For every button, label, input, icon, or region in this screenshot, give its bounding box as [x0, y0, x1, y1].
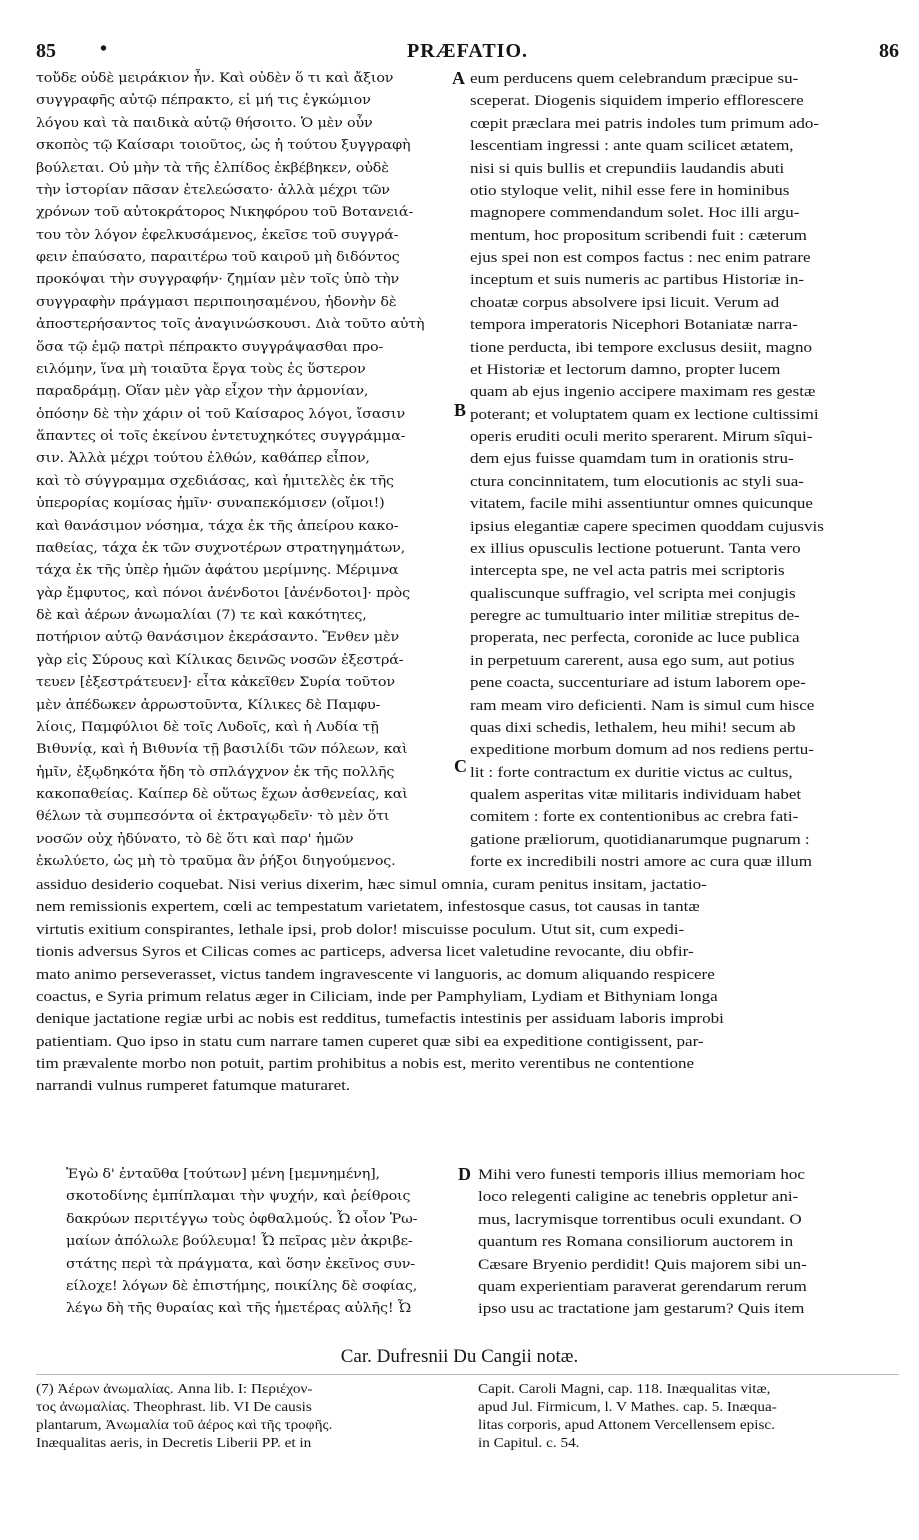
greek-text-line: ειλόμην, ἵνα μὴ τοιαῦτα ἔργα τοὺς ἐς ὕστερον	[36, 361, 366, 377]
greek-text-line: λίοις, Παμφύλιοι δὲ τοῖς Λυδοῖς, καὶ ἡ Λυδία τῇ	[36, 719, 379, 735]
margin-marker-a: A	[452, 68, 465, 88]
latin-text-line: qualem asperitas vitæ militaris individuam habet	[470, 786, 802, 803]
running-header	[36, 40, 899, 66]
footnote-line: τος ἀνωμαλίας. Theophrast. lib. VI De causis	[36, 1399, 312, 1414]
greek-text-line: του τὸν λόγον ἐφελκυσάμενος, ἐκεῖσε τοῦ συγγρά-	[36, 227, 399, 243]
greek-text-line: θέλων τὰ συμπεσόντα οἱ ἐκτραγῳδεῖν· τὸ μὲν ὅτι	[36, 809, 390, 825]
greek-text-line: λέγω δὴ τῆς θυραίας καὶ τῆς ἡμετέρας αὐλῆς! Ὦ	[66, 1301, 412, 1317]
latin-text-line: poterant; et voluptatem quam ex lectione cultissimi	[470, 405, 819, 423]
greek-text-line: είλοχε! λόγων δὲ ἐπιστήμης, ποικίλης δὲ σοφίας,	[66, 1278, 418, 1294]
footnote-line: Capit. Caroli Magni, cap. 118. Inæqualitas vitæ,	[478, 1381, 771, 1396]
latin-fullwidth-text	[36, 874, 900, 1098]
latin-text-line: pene coacta, succenturiare ad istum laborem ope-	[470, 674, 806, 692]
greek-text-line: ἐκωλύετο, ὡς μὴ τὸ τραῦμα ἂν ῥήξοι διηγούμενος.	[36, 854, 396, 870]
greek-text-line: τάχα ἐκ τῆς ὑπὲρ ἡμῶν ἀφάτου μερίμνης. Μέριμνα	[36, 563, 399, 579]
greek-text-line: τευεν [ἐξεστράτευεν]· εἶτα κἀκεῖθεν Συρία τοῦτον	[36, 675, 395, 691]
latin-text-line: quam experientiam paraverat gerendarum rerum	[478, 1277, 807, 1295]
greek-text-line: παραδράμῃ. Οἵαν μὲν γὰρ εἶχον τὴν ἁρμονίαν,	[36, 384, 369, 400]
greek-text-line: παθείας, τάχα ἐκ τῶν συχνοτέρων στρατηγημάτων,	[36, 540, 406, 556]
latin-text-line: mus, lacrymisque torrentibus oculi exundant. O	[478, 1210, 802, 1228]
greek-text-line: ὁπόσην δὲ τὴν χάριν οἱ τοῦ Καίσαρος λόγοι, ἴσασιν	[36, 406, 406, 422]
latin-text-line: otio styloque velit, nihil esse fere in hominibus	[470, 181, 790, 199]
latin-text-line: expeditione morbum domum ad nos rediens pertu-	[470, 741, 814, 759]
footnote-line: Inæqualitas aeris, in Decretis Liberii PP. et in	[36, 1435, 312, 1450]
latin-text-line: lit : forte contractum ex duritie victus ac cultus,	[470, 763, 793, 781]
notes-title: Car. Dufresnii Du Cangii notæ.	[340, 1346, 579, 1367]
latin-text-line: ram meam viro deficienti. Nam is simul cum hisce	[470, 696, 815, 714]
latin-text-line: patientiam. Quo ipso in statu cum narrare tamen cuperet quæ sibi ea expeditione contigissent, par-	[36, 1032, 704, 1050]
latin-text-line: magnopere commendandum solet. Hoc illi argu-	[470, 204, 800, 222]
margin-marker-b: B	[454, 400, 467, 420]
page-number-right: 86	[879, 40, 899, 62]
latin-text-line: et Historiæ et lectorum damno, propter lucem	[470, 360, 781, 378]
latin-text-line: ipsius elegantiæ capere specimen quoddam cujusvis	[470, 517, 824, 535]
greek-column-top	[36, 68, 454, 874]
latin-text-line: ipso usu ac tractatione jam gestarum? Quis item	[478, 1300, 805, 1318]
latin-text-line: quantum res Romana consiliorum auctorem in	[478, 1233, 794, 1251]
latin-text-line: ctura concinnitatem, tum elocutionis ac styli sua-	[470, 472, 804, 490]
latin-text-line: dem ejus fuisse quamdam tum in orationis stru-	[470, 450, 794, 468]
greek-text-line: στάτης περὶ τὰ πράγματα, καὶ ὅσην ἐκεῖνος συν-	[66, 1256, 415, 1272]
latin-text-line: inceptum et suis numeris ac partibus Historiæ in-	[470, 271, 805, 289]
greek-column-bottom	[66, 1164, 454, 1321]
latin-text-line: virtutis exitium conspirantes, lethale ipsi, prob dolor! miscuisse poculum. Utut sit, cum expedi-	[36, 920, 685, 938]
greek-text-line: γὰρ εἰς Σύρους καὶ Κίλικας δεινῶς νοσῶν ἐξεστρά-	[36, 652, 404, 668]
greek-text-line: καὶ θανάσιμον νόσημα, τάχα ἐκ τῆς ἀπείρου κακο-	[36, 518, 399, 534]
running-title: PRÆFATIO.	[406, 40, 529, 62]
margin-marker-c: C	[454, 756, 467, 776]
latin-text-line: cœpit præclara mei patris indoles tum primum ado-	[470, 114, 820, 132]
latin-text-line: coactus, e Syria primum relatus æger in Ciliciam, inde per Pamphyliam, Lydiam et Bithyniam longa	[36, 987, 718, 1005]
latin-column-top	[470, 68, 900, 874]
greek-text-line: κακοπαθείας. Καίπερ δὲ οὕτως ἔχων ἀσθενείας, καὶ	[36, 787, 408, 802]
header-dot: •	[100, 38, 108, 60]
greek-text-line: λόγου καὶ τὰ παιδικὰ αὐτῷ θήσοιτο. Ὁ μὲν οὖν	[36, 115, 373, 131]
latin-text-line: choatæ corpus absolvere ipsi licuit. Verum ad	[470, 293, 780, 311]
latin-text-line: mato animo perseverasset, victus tandem ingravescente vi languoris, ac domum aliquando respicere	[36, 965, 715, 983]
latin-text-line: loco relegenti caligine ac tenebris oppletur ani-	[478, 1188, 799, 1206]
notes-divider	[36, 1374, 899, 1375]
latin-text-line: qualiscunque suffragio, vel scripta mei conjugis	[470, 584, 796, 602]
greek-text-line: προκόψαι τὴν συγγραφήν· ζημίαν μὲν τοῖς ὑπὸ τὴν	[36, 272, 400, 288]
latin-text-line: tim prævalente morbo non potuit, partim prohibitus a nobis est, merito verentibus ne contentione	[36, 1055, 695, 1072]
latin-text-line: operis eruditi oculi merito sperarent. Mirum sîqui-	[470, 428, 813, 445]
latin-text-line: Cæsare Bryenio perdidit! Quis majorem sibi un-	[478, 1255, 807, 1273]
latin-text-line: Mihi vero funesti temporis illius memoriam hoc	[478, 1166, 805, 1183]
latin-text-line: properata, nec perfecta, coronide ac luce publica	[470, 629, 800, 647]
greek-text-line: ὅσα τῷ ἐμῷ πατρὶ πέπρακτο συγγράψασθαι προ-	[36, 339, 384, 355]
greek-text-line: φειν ἐπαύσατο, παραιτέρω τοῦ καιροῦ μὴ διδόντος	[36, 250, 400, 265]
greek-text-line: Βιθυνίᾳ, καὶ ἡ Βιθυνία τῇ βασιλίδι τῶν πόλεων, καὶ	[36, 742, 408, 758]
greek-text-line: συγγραφῆς αὐτῷ πέπρακτο, εἰ μή τις ἐγκώμιον	[36, 93, 371, 109]
greek-text-line: σκοπὸς τῷ Καίσαρι τοιοῦτος, ὡς ἡ τούτου ξυγγραφὴ	[36, 138, 411, 154]
latin-text-line: lescentiam ingressi : ante quam scilicet ætatem,	[470, 137, 794, 155]
page-number-left: 85	[36, 40, 56, 62]
latin-column-bottom	[478, 1164, 900, 1321]
greek-text-line: σιν. Ἀλλὰ μέχρι τούτου ἐλθών, καθάπερ εἶπον,	[36, 451, 370, 467]
greek-text-line: γὰρ ἔμφυτος, καὶ πόνοι ἀνένδοτοι [ἀνένδοτοι]· πρὸς	[36, 585, 410, 601]
latin-text-line: narrandi vulnus rumperet fatumque maturaret.	[36, 1077, 351, 1095]
greek-text-line: ποτήριον αὐτῷ θανάσιμον ἐκεράσαντο. Ἔνθεν μὲν	[36, 630, 400, 646]
greek-text-line: ἅπαντες οἱ τοῖς ἐκείνου ἐντετυχηκότες συγγράμμα-	[36, 429, 406, 444]
latin-text-line: quam ab ejus ingenio accipere maximam res gestæ	[470, 383, 816, 401]
latin-text-line: nisi si quis bullis et crepundiis laudandis abuti	[470, 159, 785, 177]
latin-text-line: tionis adversus Syros et Cilicas comes ac particeps, adversa licet valetudine revocante, diu obfir-	[36, 943, 694, 961]
greek-text-line: ὑπερορίας κομίσας ἡμῖν· συναπεκόμισεν (οἴμοι!)	[36, 496, 385, 512]
latin-text-line: quas dixi schedis, lethalem, heu mihi! secum ab	[470, 718, 796, 736]
latin-text-line: ex illius opusculis lectione potuerunt. Tanta vero	[470, 539, 801, 557]
latin-text-line: ejus spei non est compos factus : nec enim patrare	[470, 249, 811, 266]
latin-text-line: tempora imperatoris Nicephori Botaniatæ narra-	[470, 316, 798, 334]
greek-text-line: βούλεται. Οὐ μὴν τὰ τῆς ἐλπίδος ἐκβέβηκεν, οὐδὲ	[36, 160, 389, 176]
footnote-line: in Capitul. c. 54.	[478, 1435, 580, 1450]
notes-left-column	[36, 1380, 454, 1452]
latin-text-line: in perpetuum carerent, ausa ego sum, aut potius	[470, 651, 795, 669]
latin-text-line: eum perducens quem celebrandum præcipue su-	[470, 70, 799, 87]
greek-text-line: Ἐγὼ δ' ἐνταῦθα [τούτων] μένη [μεμνημένη],	[66, 1167, 380, 1182]
greek-text-line: συγγραφὴν πράγμασι περιποιησαμένου, ἡδονὴν δὲ	[36, 294, 397, 310]
latin-text-line: mentum, hoc propositum scribendi fuit : cæterum	[470, 226, 807, 244]
greek-text-line: χρόνων τοῦ αὐτοκράτορος Νικηφόρου τοῦ Βοτανειά-	[36, 205, 414, 221]
latin-text-line: nem remissionis expertem, cœli ac tempestatum varietatem, infestosque casus, tot causas in tantæ	[36, 898, 700, 916]
greek-text-line: ἡμῖν, ἐξῳδηκότα ἤδη τὸ σπλάγχνον ἐκ τῆς πολλῆς	[36, 764, 395, 780]
latin-text-line: forte ex incredibili nostri amore ac cura quæ illum	[470, 853, 812, 871]
greek-text-line: τὴν ἱστορίαν πᾶσαν ἐτελεώσατο· ἀλλὰ μέχρι τῶν	[36, 182, 390, 198]
latin-text-line: assiduo desiderio coquebat. Nisi verius dixerim, hæc simul omnia, curam penitus insitam, jactatio-	[36, 876, 707, 893]
margin-marker-d: D	[458, 1164, 471, 1184]
latin-text-line: denique jactatione regiæ urbi ac nobis est redditus, tumefactis intestinis per assiduam laboris improbi	[36, 1010, 724, 1028]
greek-text-line: μαίων ἀπόλωλε βούλευμα! Ὦ πεῖρας μὲν ἀκριβε-	[66, 1234, 413, 1250]
footnote-line: (7) Ἀέρων ἀνωμαλίας. Anna lib. I: Περιέχον-	[36, 1381, 313, 1396]
greek-text-line: δὲ καὶ ἀέρων ἀνωμαλίαι (7) τε καὶ κακότητες,	[36, 608, 367, 623]
greek-text-line: μὲν ἀπέδωκεν ἀρρωστοῦντα, Κίλικες δὲ Παμφυ-	[36, 697, 381, 713]
greek-text-line: τοὔδε οὐδὲ μειράκιον ἦν. Καὶ οὐδὲν ὅ τι καὶ ἄξιον	[36, 71, 394, 86]
greek-text-line: ἀποστερήσαντος τοῖς ἀναγινώσκουσι. Διὰ τοῦτο αὐτὴ	[36, 317, 425, 333]
latin-text-line: vitatem, facile mihi assentiuntur omnes quicunque	[470, 495, 813, 513]
latin-text-line: gatione præliorum, quotidianarumque pugnarum :	[470, 830, 810, 848]
latin-text-line: intercepta spe, ne vel acta patris mei scriptoris	[470, 562, 785, 580]
footnote-line: apud Jul. Firmicum, l. V Mathes. cap. 5. Inæqua-	[478, 1399, 777, 1414]
latin-text-line: sceperat. Diogenis siquidem imperio efflorescere	[470, 92, 804, 110]
greek-text-line: νοσῶν οὐχ ἠδύνατο, τὸ δὲ ὅτι καὶ παρ' ἡμῶν	[36, 831, 354, 847]
footnote-line: litas corporis, apud Attonem Vercellensem episc.	[478, 1417, 775, 1432]
footnote-line: plantarum, Ἀνωμαλία τοῦ ἀέρος καὶ τῆς τροφῆς.	[36, 1417, 333, 1432]
latin-text-line: tione perducta, ibi tempore exclusus desiit, magno	[470, 338, 813, 356]
notes-right-column	[478, 1380, 900, 1452]
latin-text-line: comitem : forte ex contentionibus ac crebra fati-	[470, 808, 799, 826]
greek-text-line: καὶ τὸ σύγγραμμα σχεδιάσας, καὶ ἡμιτελὲς ἐκ τῆς	[36, 473, 394, 489]
greek-text-line: δακρύων περιτέγγω τοὺς ὀφθαλμούς. Ὦ οἷον Ῥω-	[66, 1211, 418, 1227]
greek-text-line: σκοτοδίνης ἐμπίπλαμαι τὴν ψυχήν, καὶ ῥείθροις	[66, 1189, 411, 1205]
latin-text-line: peregre ac tumultuario inter militiæ strepitus de-	[470, 607, 800, 624]
